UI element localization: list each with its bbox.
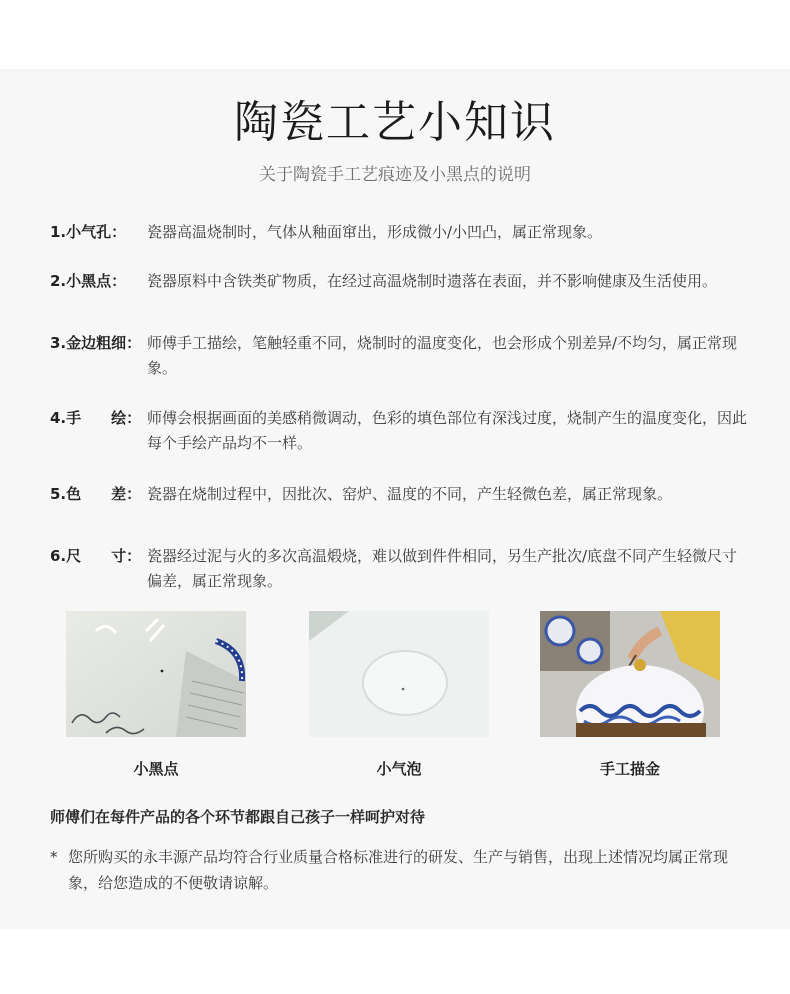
item-label: 1.小气孔： — [50, 223, 127, 241]
item-text: 瓷器原料中含铁类矿物质，在经过高温烧制时遗落在表面，并不影响健康及生活使用。 — [147, 272, 718, 290]
page-title: 陶瓷工艺小知识 — [234, 97, 556, 148]
item-color-difference — [50, 482, 750, 507]
air-bubble-photo — [309, 611, 489, 737]
disclaimer-note — [50, 844, 750, 896]
page-subtitle: 关于陶瓷手工艺痕迹及小黑点的说明 — [259, 165, 531, 185]
item-text: 瓷器在烧制过程中，因批次、窑炉、温度的不同，产生轻微色差，属正常现象。 — [147, 485, 673, 503]
item-label: 6.尺 寸： — [50, 547, 142, 565]
item-label: 3.金边粗细： — [50, 334, 142, 352]
gold-tracing-photo — [540, 611, 720, 737]
item-air-hole — [50, 220, 750, 245]
item-size — [50, 544, 750, 594]
item-text: 瓷器经过泥与火的多次高温煅烧，难以做到件件相同，另生产批次/底盘不同产生轻微尺寸偏差，属正常现象。 — [147, 547, 738, 590]
item-label: 5.色 差： — [50, 485, 142, 503]
photo-caption: 小气泡 — [376, 760, 422, 778]
item-label: 2.小黑点： — [50, 272, 127, 290]
care-statement: 师傅们在每件产品的各个环节都跟自己孩子一样呵护对待 — [50, 808, 426, 826]
photo-caption: 小黑点 — [133, 760, 179, 778]
item-black-dot — [50, 269, 750, 294]
item-text: 师傅手工描绘，笔触轻重不同，烧制时的温度变化，也会形成个别差异/不均匀，属正常现象。 — [147, 334, 738, 377]
item-text: 师傅会根据画面的美感稍微调动，色彩的填色部位有深浅过度，烧制产生的温度变化，因此每个手绘产品均不一样。 — [147, 409, 748, 452]
photo-caption: 手工描金 — [599, 760, 660, 778]
black-dot-photo — [66, 611, 246, 737]
item-label: 4.手 绘： — [50, 409, 142, 427]
note-text: 您所购买的永丰源产品均符合行业质量合格标准进行的研发、生产与销售，出现上述情况均属正常现象，给您造成的不便敬请谅解。 — [68, 848, 729, 892]
item-hand-painted — [50, 406, 750, 456]
item-gold-edge — [50, 331, 750, 381]
item-text: 瓷器高温烧制时，气体从釉面窜出，形成微小/小凹凸，属正常现象。 — [147, 223, 603, 241]
note-marker: * — [50, 848, 58, 866]
